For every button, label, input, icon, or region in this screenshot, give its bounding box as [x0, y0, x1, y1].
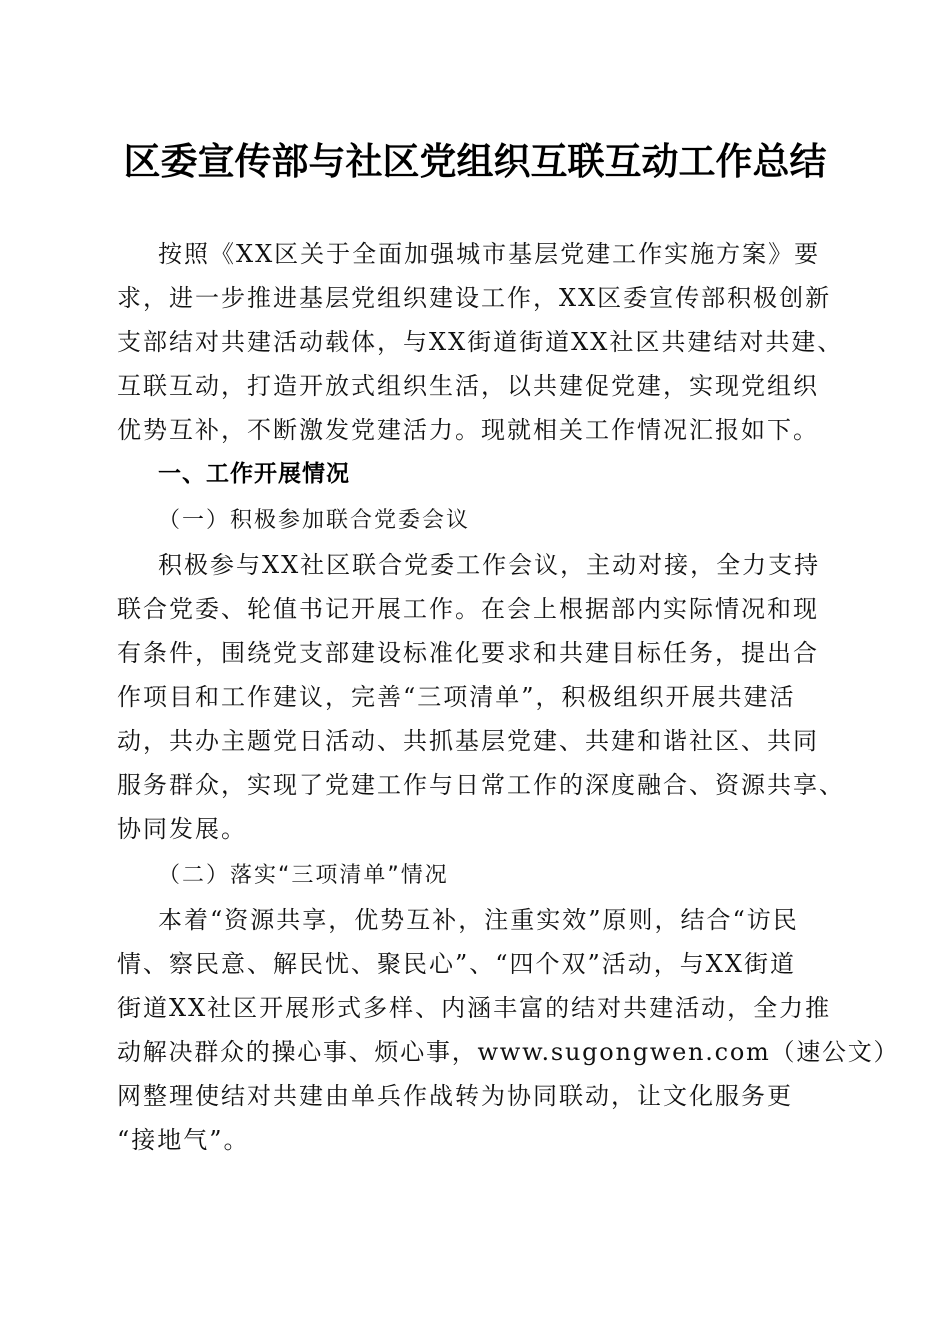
intro-line-4: 互联互动，打造开放式组织生活，以共建促党建，实现党组织: [117, 372, 819, 400]
intro-line-1: 按照《XX区关于全面加强城市基层党建工作实施方案》要: [158, 240, 821, 268]
section-heading: 一、工作开展情况: [158, 461, 350, 487]
document-title: 区委宣传部与社区党组织互联互动工作总结: [123, 139, 827, 183]
sub1-line-7: 协同发展。: [117, 815, 247, 843]
intro-line-5: 优势互补，不断激发党建活力。现就相关工作情况汇报如下。: [117, 416, 819, 444]
intro-line-3: 支部结对共建活动载体，与XX街道街道XX社区共建结对共建、: [117, 328, 844, 356]
sub1-line-3: 有条件，围绕党支部建设标准化要求和共建目标任务，提出合: [117, 639, 819, 667]
sub1-line-5: 动，共办主题党日活动、共抓基层党建、共建和谐社区、共同: [117, 727, 819, 755]
sub2-line-1: 本着“资源共享，优势互补，注重实效”原则，结合“访民: [158, 906, 799, 934]
sub1-line-6: 服务群众，实现了党建工作与日常工作的深度融合、资源共享、: [117, 771, 845, 799]
sub1-line-4: 作项目和工作建议，完善“三项清单”，积极组织开展共建活: [117, 683, 796, 711]
intro-line-2: 求，进一步推进基层党组织建设工作，XX区委宣传部积极创新: [117, 284, 832, 312]
sub2-line-6: “接地气”。: [117, 1126, 250, 1154]
subsection-2-heading: （二）落实“三项清单”情况: [158, 863, 449, 888]
sub2-line-3: 街道XX社区开展形式多样、内涵丰富的结对共建活动，全力推: [117, 994, 832, 1022]
sub2-line-2: 情、察民意、解民忧、聚民心”、“四个双”活动，与XX街道: [117, 950, 796, 978]
subsection-1-heading: （一）积极参加联合党委会议: [158, 508, 471, 533]
sub1-line-1: 积极参与XX社区联合党委工作会议，主动对接，全力支持: [158, 551, 821, 579]
sub2-line-5: 网整理使结对共建由单兵作战转为协同联动，让文化服务更: [117, 1082, 793, 1110]
sub1-line-2: 联合党委、轮值书记开展工作。在会上根据部内实际情况和现: [117, 595, 819, 623]
sub2-line-4: 动解决群众的操心事、烦心事，www.sugongwen.com（速公文）: [117, 1038, 900, 1066]
